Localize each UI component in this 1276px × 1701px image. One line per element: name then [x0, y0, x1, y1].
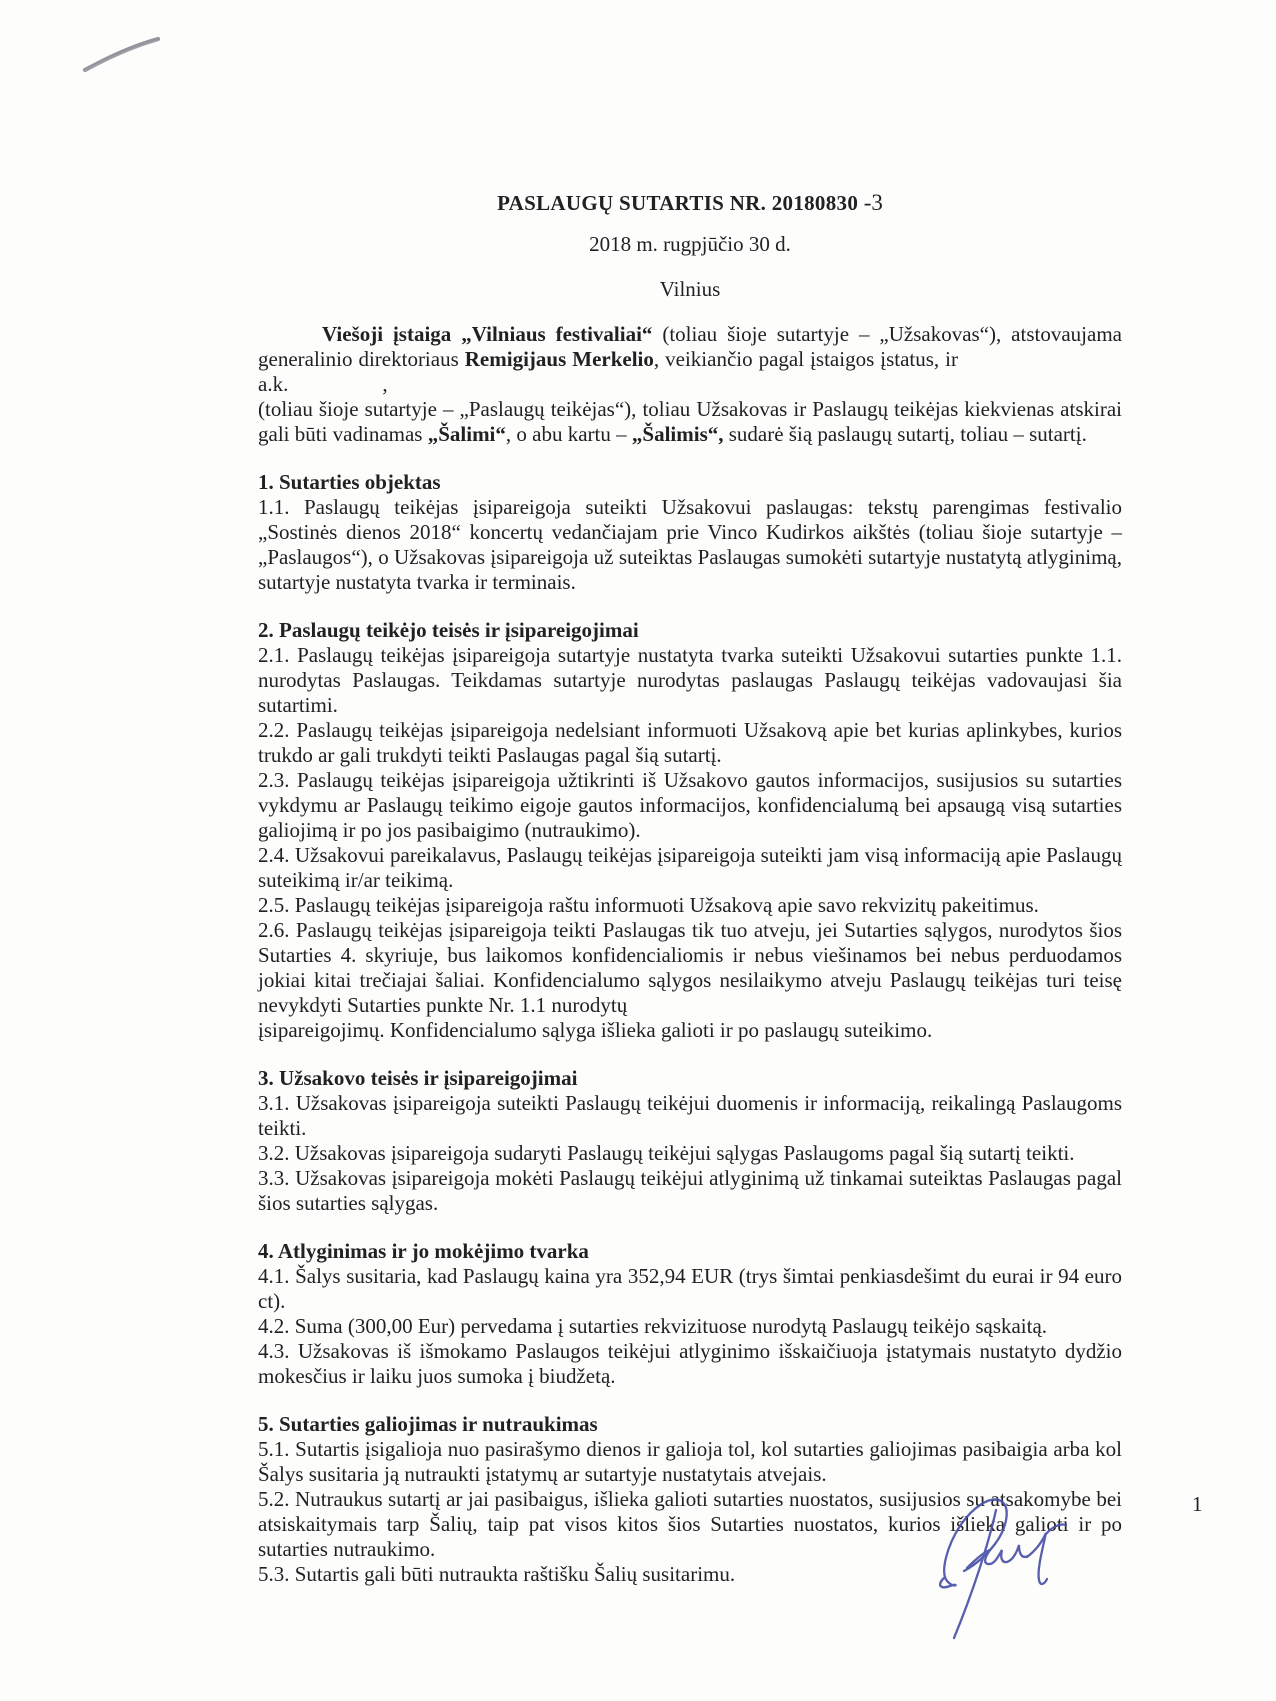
contract-clause: 2.2. Paslaugų teikėjas įsipareigoja nedelsiant informuoti Užsakovą apie bet kurias aplinkybes, kurios trukdo ar gali trukdyti teikti Paslaugas pagal šią sutartį.	[258, 718, 1122, 767]
contract-clause: 2.4. Užsakovui pareikalavus, Paslaugų teikėjas įsipareigoja suteikti jam visą informaciją apie Paslaugų suteikimą ir/ar teikimą.	[258, 843, 1122, 892]
section-heading: 2. Paslaugų teikėjo teisės ir įsipareigojimai	[258, 618, 639, 642]
contract-clause: 2.3. Paslaugų teikėjas įsipareigoja užtikrinti iš Užsakovo gautos informacijos, susijusios su sutarties vykdymu ar Paslaugų teikimo eigoje gautos informacijos, konfidencialumą bei apsaugą visą sutarties galiojimą ir po jos pasibaigimo (nutraukimo).	[258, 768, 1122, 842]
intro-text: (toliau šioje sutartyje – „Užsakovas“), atstovaujama generalinio direktoriaus	[258, 322, 1122, 371]
contract-clause: 5.3. Sutartis gali būti nutraukta raštišku Šalių susitarimu.	[258, 1562, 736, 1586]
contract-clause: 4.3. Užsakovas iš išmokamo Paslaugos teikėjui atlyginimo išskaičiuoja įstatymais nustatyto dydžio mokesčius ir laiku juos sumoka į biudžetą.	[258, 1339, 1122, 1388]
term-salimi: „Šalimi“	[427, 422, 506, 446]
pen-stroke-artifact	[78, 30, 168, 78]
section-heading: 5. Sutarties galiojimas ir nutraukimas	[258, 1412, 598, 1436]
term-salimis: „Šalimis“,	[631, 422, 724, 446]
contract-clause: 2.6. Paslaugų teikėjas įsipareigoja teikti Paslaugas tik tuo atveju, jei Sutarties sąlygos, nurodytos šios Sutarties 4. skyriuje, bus laikomos konfidencialiomis ir nebus viešinamos bei nebus perduodamos jokiai kitai trečiajai šaliai. Konfidencialumo sąlygos nesilaikymo atveju Paslaugų teikėjas turi teisę nevykdyti Sutarties punkte Nr. 1.1 nurodytų	[258, 918, 1122, 1017]
contract-date: 2018 m. rugpjūčio 30 d.	[589, 232, 791, 256]
contract-clause: 3.1. Užsakovas įsipareigoja suteikti Paslaugų teikėjui duomenis ir informaciją, reikalingą Paslaugoms teikti.	[258, 1091, 1122, 1140]
section-2-provider-obligations	[258, 618, 1122, 1043]
contract-clause: 5.2. Nutraukus sutartį ar jai pasibaigus, išlieka galioti sutarties nuostatos, susijusios su atsakomybe bei atsiskaitymais tarp Šalių, taip pat visos kitos šios Sutarties nuostatos, kurios išlieka galioti ir po sutarties nutraukimo.	[258, 1487, 1122, 1561]
intro-text: , o abu kartu –	[505, 422, 632, 446]
contract-clause: 2.1. Paslaugų teikėjas įsipareigoja sutartyje nustatyta tvarka suteikti Užsakovui sutarties punkte 1.1. nurodytas Paslaugas. Teikdamas sutartyje nurodytas paslaugas Paslaugų teikėjas vadovaujasi šia sutartimi.	[258, 643, 1122, 717]
contract-clause: 1.1. Paslaugų teikėjas įsipareigoja suteikti Užsakovui paslaugas: tekstų parengimas festivalio „Sostinės dienos 2018“ koncertų vedančiajam prie Vinco Kudirkos aikštės (toliau šioje sutartyje – „Paslaugos“), o Užsakovas įsipareigoja už suteiktas Paslaugas sumokėti sutartyje nustatytą atlyginimą, sutartyje nustatyta tvarka ir terminais.	[258, 495, 1122, 594]
intro-text: sudarė šią paslaugų sutartį, toliau – sutartį.	[723, 422, 1087, 446]
party-director-name: Remigijaus Merkelio	[464, 347, 654, 371]
blank-fill-in-personal-code	[288, 390, 382, 391]
intro-text: (toliau šioje sutartyje – „Paslaugų teikėjas“), toliau Užsakovas ir Paslaugų teikėjas kiekvienas atskirai gali būti vadinamas	[258, 397, 1122, 446]
party-client-name: Viešoji įstaiga „Vilniaus festivaliai“	[322, 322, 653, 346]
contract-clause: 2.5. Paslaugų teikėjas įsipareigoja raštu informuoti Užsakovą apie savo rekvizitų pakeitimus.	[258, 893, 1039, 917]
contract-number-suffix: -3	[863, 190, 883, 215]
contract-title-text: PASLAUGŲ SUTARTIS NR. 20180830	[497, 191, 859, 215]
contract-city: Vilnius	[659, 277, 721, 301]
contract-clause: 5.1. Sutartis įsigalioja nuo pasirašymo dienos ir galioja tol, kol sutarties galiojimas pasibaigia arba kol Šalys susitaria ją nutraukti įstatymų ar sutartyje nustatytais atvejais.	[258, 1437, 1122, 1486]
page-number: 1	[1192, 1492, 1203, 1516]
section-heading: 3. Užsakovo teisės ir įsipareigojimai	[258, 1066, 578, 1090]
contract-clause: 3.3. Užsakovas įsipareigoja mokėti Paslaugų teikėjui atlyginimą už tinkamai suteiktas Paslaugas pagal šios sutarties sąlygas.	[258, 1166, 1122, 1215]
intro-text: , veikiančio pagal įstaigos įstatus, ir	[653, 347, 964, 371]
personal-code-label: a.k.	[258, 372, 289, 396]
section-4-payment	[258, 1239, 1122, 1389]
contract-clause-continuation: įsipareigojimų. Konfidencialumo sąlyga išlieka galioti ir po paslaugų suteikimo.	[258, 1018, 933, 1042]
intro-paragraph	[258, 322, 1122, 447]
contract-clause: 3.2. Užsakovas įsipareigoja sudaryti Paslaugų teikėjui sąlygas Paslaugoms pagal šią sutartį teikti.	[258, 1141, 1075, 1165]
contract-clause: 4.1. Šalys susitaria, kad Paslaugų kaina yra 352,94 EUR (trys šimtai penkiasdešimt du eurai ir 94 euro ct).	[258, 1264, 1122, 1313]
section-heading: 1. Sutarties objektas	[258, 470, 441, 494]
contract-body	[258, 0, 1122, 1587]
page-title	[258, 190, 1122, 216]
intro-text: ,	[382, 372, 388, 396]
section-3-client-obligations	[258, 1066, 1122, 1216]
handwritten-signature	[933, 1480, 1073, 1655]
contract-clause: 4.2. Suma (300,00 Eur) pervedama į sutarties rekvizituose nurodytą Paslaugų teikėjo sąskaitą.	[258, 1314, 1048, 1338]
blank-fill-in-provider-name	[964, 365, 1122, 366]
section-heading: 4. Atlyginimas ir jo mokėjimo tvarka	[258, 1239, 589, 1263]
section-1-object	[258, 470, 1122, 595]
